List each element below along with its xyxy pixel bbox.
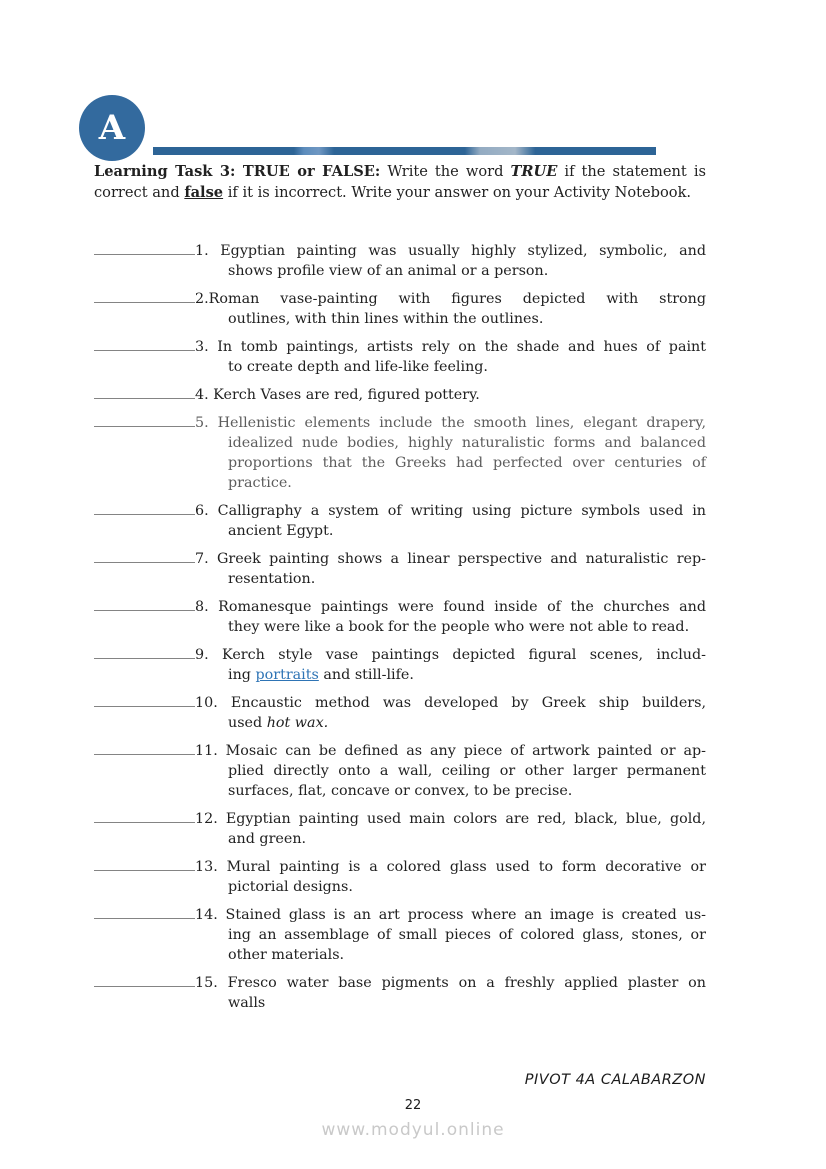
answer-blank xyxy=(94,644,195,659)
task-item xyxy=(94,972,706,1013)
task-item xyxy=(94,336,706,377)
text-segment: 6. Calligraphy a system of writing using picture symbols used in xyxy=(195,503,706,519)
text-segment: ing xyxy=(228,667,256,683)
task-item xyxy=(94,412,706,493)
answer-blank xyxy=(94,904,195,919)
item-line xyxy=(94,808,706,829)
text-segment: 5. Hellenistic elements include the smooth lines, elegant drapery, xyxy=(195,415,706,431)
item-line xyxy=(94,596,706,617)
item-line xyxy=(228,569,706,589)
text-segment: false xyxy=(184,184,224,201)
text-segment: correct and xyxy=(94,184,185,201)
text-segment: and still-life. xyxy=(318,667,414,683)
answer-blank xyxy=(94,384,195,399)
item-line xyxy=(94,856,706,877)
section-letter: A xyxy=(98,108,126,148)
item-line xyxy=(94,972,706,993)
text-segment: 14. Stained glass is an art process where an image is created us- xyxy=(195,907,706,923)
item-line xyxy=(94,692,706,713)
text-segment: surfaces, flat, concave or convex, to be precise. xyxy=(228,783,573,799)
text-segment: 9. Kerch style vase paintings depicted figural scenes, includ- xyxy=(195,647,706,663)
text-segment: proportions that the Greeks had perfected over centuries of xyxy=(228,455,706,471)
text-segment: practice. xyxy=(228,475,292,491)
text-segment: Learning Task 3: TRUE or FALSE: xyxy=(94,163,381,180)
task-item xyxy=(94,904,706,965)
text-segment: ing an assemblage of small pieces of colored glass, stones, or xyxy=(228,927,706,943)
text-segment: shows profile view of an animal or a person. xyxy=(228,263,549,279)
text-segment: 10. Encaustic method was developed by Greek ship builders, xyxy=(195,695,706,711)
section-badge xyxy=(79,95,145,161)
answer-blank xyxy=(94,596,195,611)
heading-line xyxy=(94,161,706,182)
task-item xyxy=(94,596,706,637)
item-line xyxy=(94,548,706,569)
item-line xyxy=(228,945,706,965)
text-segment: 15. Fresco water base pigments on a freshly applied plaster on xyxy=(195,975,706,991)
text-segment: to create depth and life-like feeling. xyxy=(228,359,488,375)
item-line xyxy=(94,412,706,433)
item-line xyxy=(228,357,706,377)
answer-blank xyxy=(94,856,195,871)
text-segment: if it is incorrect. Write your answer on your Activity Notebook. xyxy=(223,184,692,201)
answer-blank xyxy=(94,336,195,351)
task-list xyxy=(94,240,706,1020)
item-line xyxy=(228,829,706,849)
text-segment: idealized nude bodies, highly naturalistic forms and balanced xyxy=(228,435,706,451)
text-segment: 4. Kerch Vases are red, figured pottery. xyxy=(195,387,480,403)
portraits-link[interactable]: portraits xyxy=(255,667,319,683)
footer-brand: PIVOT 4A CALABARZON xyxy=(524,1072,706,1088)
header-rule xyxy=(153,147,656,155)
task-item xyxy=(94,740,706,801)
text-segment: ancient Egypt. xyxy=(228,523,334,539)
item-line xyxy=(228,261,706,281)
task-item xyxy=(94,500,706,541)
text-segment: other materials. xyxy=(228,947,345,963)
answer-blank xyxy=(94,692,195,707)
text-segment: used xyxy=(228,715,267,731)
text-segment: 1. Egyptian painting was usually highly stylized, symbolic, and xyxy=(195,243,706,259)
heading-line xyxy=(94,182,706,203)
watermark: www.modyul.online xyxy=(321,1120,505,1140)
text-segment: Write the word xyxy=(380,163,511,180)
task-item xyxy=(94,548,706,589)
text-segment: 7. Greek painting shows a linear perspective and naturalistic rep- xyxy=(195,551,706,567)
item-line xyxy=(228,877,706,897)
answer-blank xyxy=(94,548,195,563)
task-item xyxy=(94,644,706,685)
task-item xyxy=(94,856,706,897)
item-line xyxy=(228,781,706,801)
text-segment: if the statement is xyxy=(557,163,706,180)
text-segment: walls xyxy=(228,995,266,1011)
answer-blank xyxy=(94,808,195,823)
answer-blank xyxy=(94,972,195,987)
text-segment: 8. Romanesque paintings were found inside of the churches and xyxy=(195,599,706,615)
task-item xyxy=(94,808,706,849)
item-line xyxy=(228,993,706,1013)
text-segment: 11. Mosaic can be defined as any piece of artwork painted or ap- xyxy=(195,743,706,759)
item-line xyxy=(94,336,706,357)
text-segment: TRUE xyxy=(510,163,558,180)
task-item xyxy=(94,288,706,329)
item-line xyxy=(94,500,706,521)
answer-blank xyxy=(94,500,195,515)
text-segment: hot wax. xyxy=(266,715,329,731)
text-segment: pictorial designs. xyxy=(228,879,353,895)
text-segment: 13. Mural painting is a colored glass used to form decorative or xyxy=(195,859,706,875)
task-item xyxy=(94,692,706,733)
item-line xyxy=(228,617,706,637)
text-segment: they were like a book for the people who were not able to read. xyxy=(228,619,690,635)
item-line xyxy=(94,384,706,405)
text-segment: outlines, with thin lines within the outlines. xyxy=(228,311,544,327)
item-line xyxy=(228,309,706,329)
item-line xyxy=(228,433,706,453)
item-line xyxy=(94,740,706,761)
item-line xyxy=(228,665,706,685)
answer-blank xyxy=(94,288,195,303)
answer-blank xyxy=(94,412,195,427)
text-segment: resentation. xyxy=(228,571,316,587)
text-segment: 2.Roman vase-painting with figures depicted with strong xyxy=(195,291,706,307)
task-item xyxy=(94,240,706,281)
item-line xyxy=(94,240,706,261)
item-line xyxy=(228,473,706,493)
text-segment: and green. xyxy=(228,831,307,847)
item-line xyxy=(228,453,706,473)
item-line xyxy=(228,925,706,945)
text-segment: 12. Egyptian painting used main colors are red, black, blue, gold, xyxy=(195,811,706,827)
answer-blank xyxy=(94,240,195,255)
text-segment: 3. In tomb paintings, artists rely on the shade and hues of paint xyxy=(195,339,706,355)
task-heading xyxy=(94,161,706,203)
item-line xyxy=(228,761,706,781)
task-item xyxy=(94,384,706,405)
item-line xyxy=(94,288,706,309)
item-line xyxy=(228,521,706,541)
item-line xyxy=(228,713,706,733)
text-segment: plied directly onto a wall, ceiling or other larger permanent xyxy=(228,763,706,779)
item-line xyxy=(94,644,706,665)
item-line xyxy=(94,904,706,925)
answer-blank xyxy=(94,740,195,755)
page-number: 22 xyxy=(404,1098,422,1113)
